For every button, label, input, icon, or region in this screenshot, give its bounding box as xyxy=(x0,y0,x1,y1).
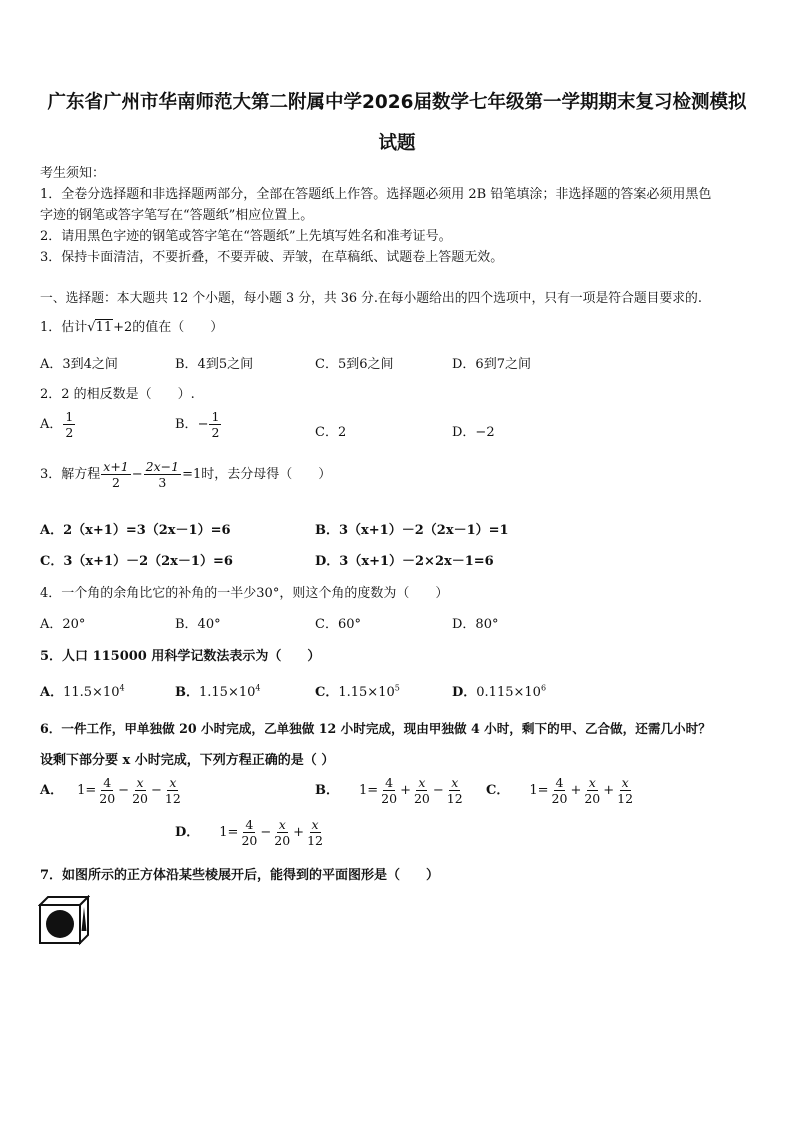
frac-denominator: 20 xyxy=(584,791,601,807)
q2-b-numerator: 1 xyxy=(211,409,220,424)
frac-denominator: 20 xyxy=(99,791,116,807)
frac-denominator: 20 xyxy=(241,833,258,849)
q5-c-exponent: 5 xyxy=(394,683,400,693)
q3-f1-numerator: x+1 xyxy=(103,459,129,474)
notice-item-1b: 字迹的钢笔或答字笔写在“答题纸”相应位置上。 xyxy=(40,208,314,223)
notice-item-1a: 1．全卷分选择题和非选择题两部分，全部在答题纸上作答。选择题必须用 2B 铅笔填涂；非选择题的答案必须用黑色 xyxy=(40,187,712,202)
q6-a-one: 1= xyxy=(77,783,97,799)
q4-option-d: D．80° xyxy=(452,617,499,632)
q2-option-b xyxy=(175,410,222,439)
q6-b-frac-1 xyxy=(379,776,399,805)
q5-b-label: B． xyxy=(175,685,199,700)
q1-radicand: 11 xyxy=(95,320,113,335)
q6-a-frac-3 xyxy=(163,776,183,805)
q5-d-exponent: 6 xyxy=(540,683,547,693)
q6-b-frac-2 xyxy=(412,776,432,805)
q6-b-label: B． xyxy=(315,783,339,799)
q6-d-frac-1 xyxy=(239,818,259,847)
q6-c-frac-3 xyxy=(615,776,635,805)
q6-c-frac-1 xyxy=(550,776,570,805)
frac-numerator: x xyxy=(621,775,629,790)
q3-minus: − xyxy=(131,467,143,483)
q3-suffix: =1时，去分母得（ ） xyxy=(182,467,332,483)
q2-b-label: B． xyxy=(175,417,198,433)
q1-suffix: 的值在（ ） xyxy=(132,320,224,335)
q2-b-fraction xyxy=(209,410,221,439)
q1-prefix: 1．估计 xyxy=(40,320,88,335)
q6-a-frac-1 xyxy=(97,776,117,805)
cube-figure xyxy=(38,895,90,947)
frac-numerator: x xyxy=(136,775,144,790)
q4-option-a: A．20° xyxy=(40,617,86,632)
q3-f2-numerator: 2x−1 xyxy=(145,459,180,474)
q3-f1-denominator: 2 xyxy=(112,475,120,491)
cube-front-circle xyxy=(46,910,74,938)
q1-option-b: B．4到5之间 xyxy=(175,357,254,372)
q6-d-label: D． xyxy=(175,825,200,841)
q6-d-frac-3 xyxy=(305,818,325,847)
frac-numerator: x xyxy=(278,817,286,832)
q5-option-b xyxy=(175,681,260,700)
q2-a-label: A． xyxy=(40,417,63,433)
frac-numerator: x xyxy=(588,775,596,790)
q6-d-one: 1= xyxy=(219,825,239,841)
q6-option-c xyxy=(486,776,636,805)
q2-b-denominator: 2 xyxy=(211,425,220,441)
q3-f2-denominator: 3 xyxy=(158,475,167,491)
q3-option-a: A．2（x+1）=3（2x－1）=6 xyxy=(40,523,231,538)
notice-heading: 考生须知： xyxy=(40,166,106,181)
frac-denominator: 20 xyxy=(413,791,430,807)
frac-denominator: 12 xyxy=(617,791,634,807)
frac-numerator: 4 xyxy=(555,775,564,790)
question-3-stem xyxy=(40,460,331,489)
operator: − xyxy=(432,783,444,799)
q6-b-one: 1= xyxy=(359,783,379,799)
frac-numerator: 4 xyxy=(245,817,254,832)
sqrt-sign: √ xyxy=(87,320,96,335)
frac-denominator: 20 xyxy=(381,791,398,807)
frac-numerator: x xyxy=(169,775,177,790)
frac-numerator: x xyxy=(418,775,426,790)
q6-option-d xyxy=(175,818,326,847)
q1-plus: +2 xyxy=(113,320,133,335)
frac-denominator: 12 xyxy=(307,833,323,849)
q5-a-exponent: 4 xyxy=(119,683,125,693)
q6-c-one: 1= xyxy=(529,783,549,799)
notice-item-3: 3．保持卡面清洁，不要折叠，不要弄破、弄皱，在草稿纸、试题卷上答题无效。 xyxy=(40,250,504,265)
q3-option-d: D．3（x+1）－2×2x－1=6 xyxy=(315,554,494,569)
q3-prefix: 3．解方程 xyxy=(40,467,101,483)
q5-a-base: 11.5×10 xyxy=(63,685,120,700)
q4-option-c: C．60° xyxy=(315,617,361,632)
q2-a-numerator: 1 xyxy=(65,409,74,424)
operator: + xyxy=(293,825,305,841)
q6-option-a xyxy=(40,776,184,805)
question-6-stem-2: 设剩下部分要 x 小时完成，下列方程正确的是（ ） xyxy=(40,753,335,768)
frac-denominator: 20 xyxy=(132,791,148,807)
q2-option-c: C．2 xyxy=(315,425,347,440)
q5-d-label: D． xyxy=(452,685,477,700)
question-4-stem: 4．一个角的余角比它的补角的一半少30°，则这个角的度数为（ ） xyxy=(40,586,449,601)
q5-option-d xyxy=(452,681,546,700)
q3-fraction-2 xyxy=(144,460,181,489)
question-7-stem: 7．如图所示的正方体沿某些棱展开后，能得到的平面图形是（ ） xyxy=(40,868,440,883)
q5-option-a xyxy=(40,681,125,700)
page-title-line2: 试题 xyxy=(378,133,416,154)
q6-b-frac-3 xyxy=(445,776,465,805)
operator: + xyxy=(603,783,615,799)
question-2-stem: 2．2 的相反数是（ ）. xyxy=(40,387,195,402)
operator: − xyxy=(150,783,162,799)
q2-b-sign: − xyxy=(197,417,209,433)
frac-denominator: 12 xyxy=(164,791,181,807)
frac-numerator: x xyxy=(311,817,319,832)
q6-a-label: A． xyxy=(40,783,64,799)
q5-a-label: A． xyxy=(40,685,64,700)
q6-a-frac-2 xyxy=(130,776,150,805)
q5-c-base: 1.15×10 xyxy=(338,685,395,700)
frac-numerator: x xyxy=(451,775,459,790)
frac-denominator: 20 xyxy=(274,833,291,849)
question-1-stem xyxy=(40,316,223,335)
q3-option-c: C．3（x+1）－2（2x－1）=6 xyxy=(40,554,233,569)
operator: − xyxy=(260,825,272,841)
q2-option-a xyxy=(40,410,76,439)
q1-option-a: A．3到4之间 xyxy=(40,357,118,372)
q5-option-c xyxy=(315,681,400,700)
section-heading: 一、选择题：本大题共 12 个小题，每小题 3 分，共 36 分.在每小题给出的四个选项中，只有一项是符合题目要求的. xyxy=(40,291,702,306)
q5-d-base: 0.115×10 xyxy=(476,685,541,700)
q6-c-frac-2 xyxy=(582,776,602,805)
q1-option-c: C．5到6之间 xyxy=(315,357,394,372)
q5-c-label: C． xyxy=(315,685,339,700)
q2-a-denominator: 2 xyxy=(65,425,74,441)
notice-item-2: 2．请用黑色字迹的钢笔或答字笔在“答题纸”上先填写姓名和准考证号。 xyxy=(40,229,452,244)
operator: + xyxy=(570,783,582,799)
frac-numerator: 4 xyxy=(103,775,112,790)
frac-denominator: 12 xyxy=(446,791,463,807)
q1-option-d: D．6到7之间 xyxy=(452,357,531,372)
q3-option-b: B．3（x+1）－2（2x－1）=1 xyxy=(315,523,509,538)
q6-d-frac-2 xyxy=(272,818,292,847)
page-title: 广东省广州市华南师范大第二附属中学2026届数学七年级第一学期期末复习检测模拟 xyxy=(47,92,747,113)
q3-fraction-1 xyxy=(101,460,130,489)
operator: + xyxy=(400,783,411,799)
q6-option-b xyxy=(315,776,466,805)
q6-c-label: C． xyxy=(486,783,510,799)
operator: − xyxy=(118,783,130,799)
frac-numerator: 4 xyxy=(385,775,394,790)
q5-b-exponent: 4 xyxy=(255,683,261,693)
question-5-stem: 5．人口 115000 用科学记数法表示为（ ） xyxy=(40,649,321,664)
q5-b-base: 1.15×10 xyxy=(199,685,256,700)
q4-option-b: B．40° xyxy=(175,617,221,632)
frac-denominator: 20 xyxy=(551,791,568,807)
q2-option-d: D．−2 xyxy=(452,425,495,440)
question-6-stem-1: 6．一件工作，甲单独做 20 小时完成，乙单独做 12 小时完成，现由甲独做 4 小时，剩下的甲、乙合做，还需几小时？ xyxy=(40,721,711,736)
q2-a-fraction xyxy=(63,410,75,439)
